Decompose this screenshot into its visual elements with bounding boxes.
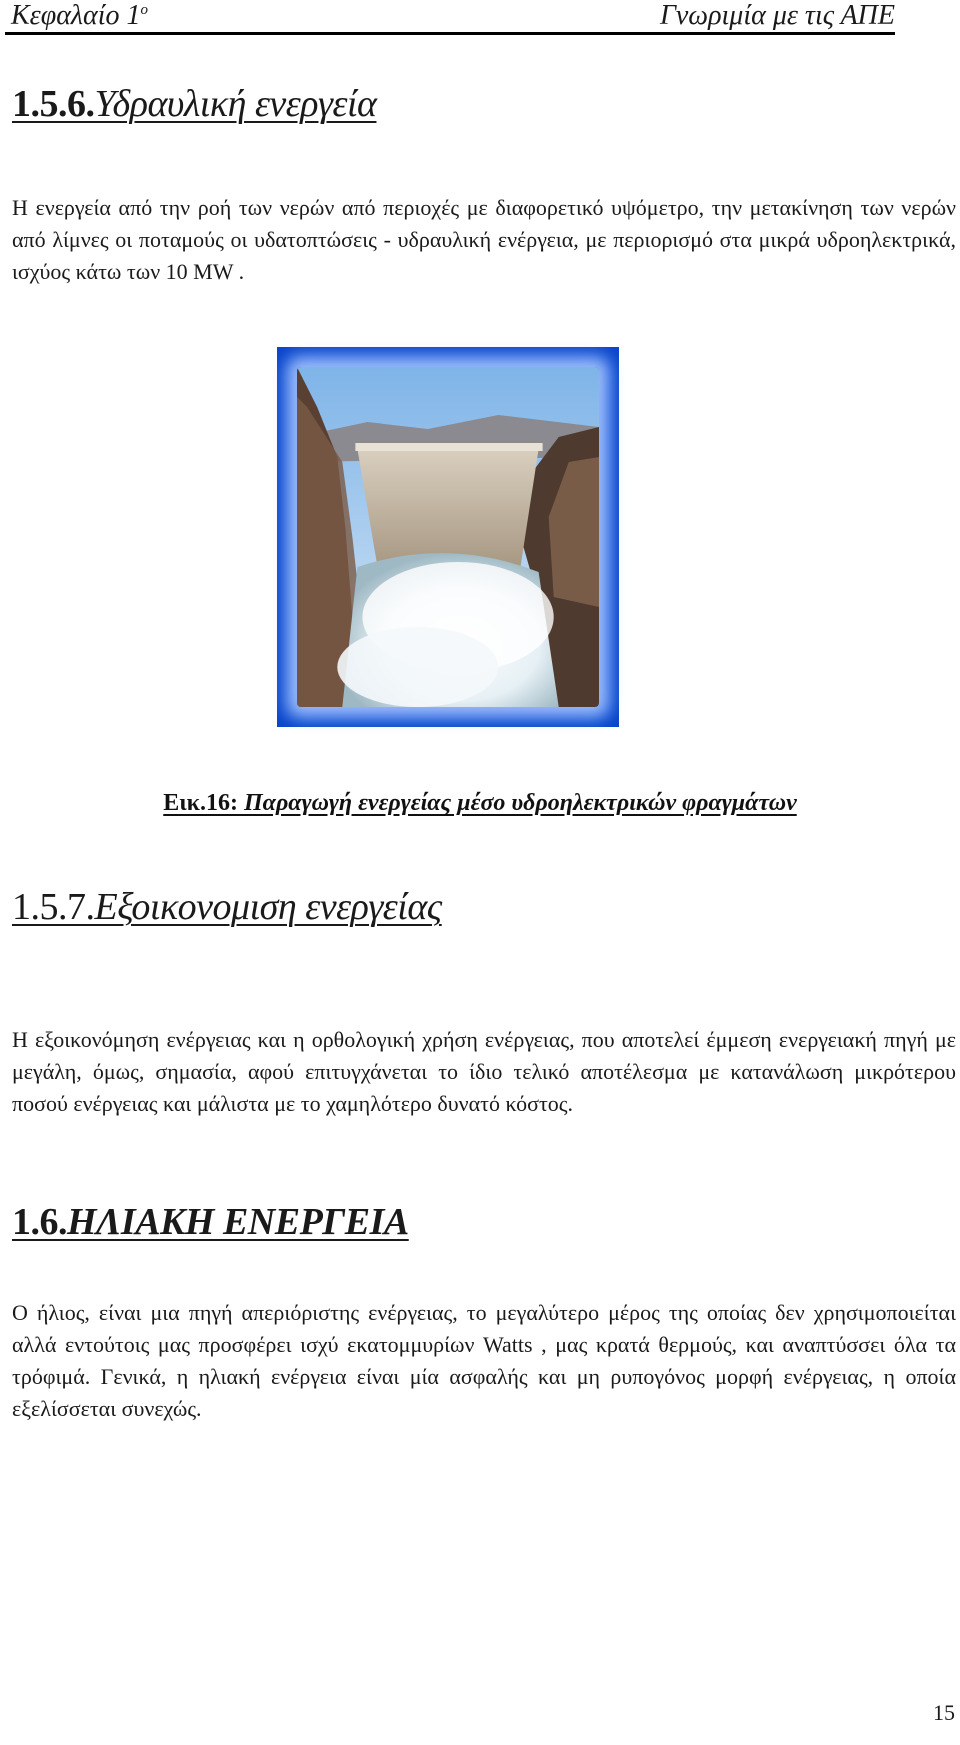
- section-number: 1.5.7.: [12, 886, 95, 928]
- section-number: 1.5.6.: [12, 83, 95, 125]
- section-heading-1-5-6: [12, 82, 376, 126]
- chapter-label: Κεφαλαίο $1^o$: [11, 0, 148, 31]
- section-heading-1-5-7: [12, 885, 442, 929]
- section-title: Υδραυλική ενεργεία: [94, 83, 377, 125]
- paragraph-solar: Ο ήλιος, είναι μια πηγή απεριόριστης ενέργειας, το μεγαλύτερο μέρος της οποίας δεν χρησιμοποιείται αλλά εντούτοις μας προσφέρει ισχύ εκατομμυρίων Watts , μας κρατά θερμούς, και αναπτύσσει όλα τα τρόφιμά. Γενικά, η ηλιακή ενέργεια είναι μία ασφαλής και μη ρυπογόνος μορφή ενέργειας, η οποία εξελίσσεται συνεχώς.: [12, 1300, 956, 1421]
- section-number: 1.6.: [12, 1201, 67, 1243]
- paragraph-energy-saving: Η εξοικονόμηση ενέργειας και η ορθολογική χρήση ενέργειας, που αποτελεί έμμεση ενεργειακή πηγή με μεγάλη, όμως, σημασία, αφού επιτυγχάνεται το ίδιο τελικό αποτέλεσμα με κατανάλωση μικρότερου ποσού ενέργειας και μάλιστα με το χαμηλότερο δυνατό κόστος.: [12, 1027, 956, 1116]
- dam-illustration: [297, 367, 599, 707]
- running-title: Γνωριμία με τις ΑΠΕ: [659, 0, 895, 31]
- chapter-superscript: ο: [140, 2, 148, 18]
- paragraph-hydro: Η ενεργεία από την ροή των νερών από περιοχές με διαφορετικό υψόμετρο, την μετακίνηση των νερών από λίμνες οι ποταμούς οι υδατοπτώσεις - υδραυλική ενέργεια, με περιορισμό στα μικρά υδροηλεκτρικά, ισχύος κάτω των 10 MW .: [12, 195, 956, 284]
- section-title: Εξοικονομιση ενεργείας: [94, 886, 442, 928]
- page-number: 15: [933, 1700, 955, 1725]
- dam-photo: [297, 367, 599, 707]
- caption-label: Εικ.16:: [163, 790, 238, 816]
- figure-frame: [277, 347, 619, 727]
- page-header: [5, 0, 895, 35]
- section-title: ΗΛΙΑΚΗ ΕΝΕΡΓΕΙΑ: [67, 1201, 409, 1243]
- section-heading-1-6: [12, 1200, 409, 1244]
- figure-caption: [0, 790, 960, 817]
- caption-text: Παραγωγή ενεργείας μέσο υδροηλεκτρικών φραγμάτων: [238, 790, 797, 816]
